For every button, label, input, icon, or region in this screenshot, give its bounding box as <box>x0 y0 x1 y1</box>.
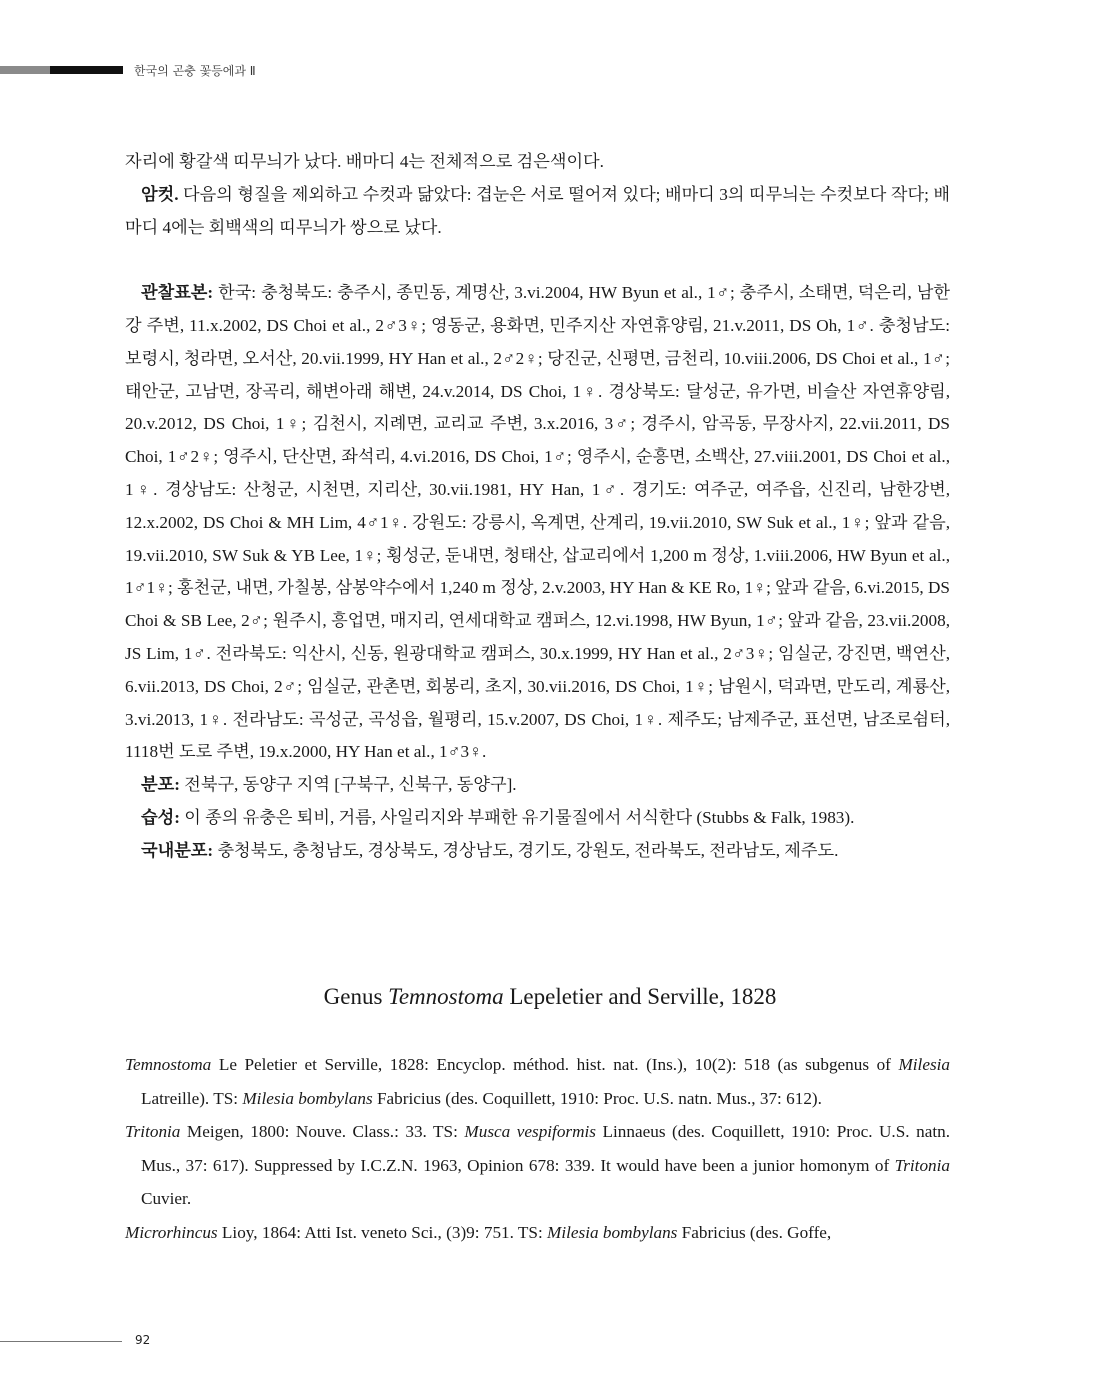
footer-rule <box>0 1341 122 1342</box>
synonym-genus-ref: Milesia <box>898 1055 951 1074</box>
synonym-list <box>125 1048 950 1249</box>
synonym-citation: Linnaeus (des. Coquillett, 1910: Proc. U.S. natn. Mus., 37: 617). Suppressed by I.C.Z.N. 1963, Opinion 678: 339. It would have been a junior homonym of <box>141 1122 950 1175</box>
genus-authority: Lepeletier and Serville, 1828 <box>509 984 777 1009</box>
header-bar-gray <box>0 66 50 74</box>
distribution-section <box>125 769 950 802</box>
synonym-genus-ref: Tritonia <box>894 1155 950 1175</box>
specimens-text: 한국: 충청북도: 충주시, 종민동, 계명산, 3.vi.2004, HW Byun et al., 1♂; 충주시, 소태면, 덕은리, 남한강 주변, 11.x.2002, DS Choi et al., 2♂3♀; 영동군, 용화면, 민주지산 자연휴양림, 21.v.2011, DS Oh, 1♂. 충청남도: 보령시, 청라면, 오서산, 20.vii.1999, HY Han et al., 2♂2♀; 당진군, 신평면, 금천리, 10.viii.2006, DS Choi et al., 1♂; 태안군, 고남면, 장곡리, 해변아래 해변, 24.v.2014, DS Choi, 1♀. 경상북도: 달성군, 유가면, 비슬산 자연휴양림, 20.v.2012, DS Choi, 1♀; 김천시, 지례면, 교리교 주변, 3.x.2016, 3♂; 경주시, 암곡동, 무장사지, 22.vii.2011, DS Choi, 1♂2♀; 영주시, 단산면, 좌석리, 4.vi.2016, DS Choi, 1♂; 영주시, 순흥면, 소백산, 27.viii.2001, DS Choi et al., 1♀. 경상남도: 산청군, 시천면, 지리산, 30.vii.1981, HY Han, 1♂. 경기도: 여주군, 여주읍, 신진리, 남한강변, 12.x.2002, DS Choi & MH Lim, 4♂1♀. 강원도: 강릉시, 옥계면, 산계리, 19.vii.2010, SW Suk et al., 1♀; 앞과 같음, 19.vii.2010, SW Suk & YB Lee, 1♀; 횡성군, 둔내면, 청태산, 삽교리에서 1,200 m 정상, 1.viii.2006, HW Byun et al., 1♂1♀; 홍천군, 내면, 가칠봉, 삼봉약수에서 1,240 m 정상, 2.v.2003, HY Han & KE Ro, 1♀; 앞과 같음, 6.vi.2015, DS Choi & SB Lee, 2♂; 원주시, 흥업면, 매지리, 연세대학교 캠퍼스, 12.vi.1998, HW Byun, 1♂; 앞과 같음, 23.vii.2008, JS Lim, 1♂. 전라북도: 익산시, 신동, 원광대학교 캠퍼스, 30.x.1999, HY Han et al., 2♂3♀; 임실군, 강진면, 백연산, 6.vii.2013, DS Choi, 2♂; 임실군, 관촌면, 회봉리, 초지, 30.vii.2016, DS Choi, 1♀; 남원시, 덕과면, 만도리, 계룡산, 3.vi.2013, 1♀. 전라남도: 곡성군, 곡성읍, 월평리, 15.v.2007, DS Choi, 1♀. 제주도; 남제주군, 표선면, 남조로쉼터, 1118번 도로 주변, 19.x.2000, HY Han et al., 1♂3♀. <box>125 283 951 762</box>
type-species: Musca vespiformis <box>464 1122 596 1141</box>
distribution-text: 전북구, 동양구 지역 [구북구, 신북구, 동양구]. <box>184 775 517 795</box>
korean-distribution-section <box>125 835 950 868</box>
synonym-citation: Fabricius (des. Coquillett, 1910: Proc. U.S. natn. Mus., 37: 612). <box>376 1088 822 1108</box>
habit-label: 습성: <box>141 807 180 827</box>
synonym-citation: Le Peletier et Serville, 1828: Encyclop. méthod. hist. nat. (Ins.), 10(2): 518 (as subgenus of <box>218 1055 891 1074</box>
specimens-section <box>125 277 950 769</box>
running-title: 한국의 곤충 꽃등에과 Ⅱ <box>134 64 256 78</box>
synonym-citation: Lioy, 1864: Atti Ist. veneto Sci., (3)9: 751. TS: <box>221 1222 543 1242</box>
synonym-citation: Latreille). TS: <box>141 1088 239 1108</box>
female-description <box>125 179 950 245</box>
female-text: 다음의 형질을 제외하고 수컷과 닮았다: 겹눈은 서로 떨어져 있다; 배마디 3의 띠무늬는 수컷보다 작다; 배마디 4에는 회백색의 띠무늬가 쌍으로 났다. <box>125 184 951 237</box>
page-number: 92 <box>135 1333 151 1347</box>
female-label: 암컷. <box>141 184 179 204</box>
synonym-citation: Fabricius (des. Goffe, <box>681 1222 832 1242</box>
genus-name: Temnostoma <box>388 984 504 1009</box>
description-continued: 자리에 황갈색 띠무늬가 났다. 배마디 4는 전체적으로 검은색이다. <box>125 152 604 171</box>
type-species: Milesia bombylans <box>242 1088 373 1108</box>
synonym-name: Tritonia <box>125 1122 181 1141</box>
paragraph-gap <box>125 244 950 277</box>
synonym-entry <box>125 1048 950 1115</box>
korean-distribution-label: 국내분포: <box>141 840 214 860</box>
habit-text: 이 종의 유충은 퇴비, 거름, 사일리지와 부패한 유기물질에서 서식한다 (Stubbs & Falk, 1983). <box>184 807 855 827</box>
genus-heading <box>0 984 1100 1010</box>
synonym-name: Microrhincus <box>125 1222 218 1242</box>
specimens-label: 관찰표본: <box>141 283 214 303</box>
korean-distribution-text: 충청북도, 충청남도, 경상북도, 경상남도, 경기도, 강원도, 전라북도, 전라남도, 제주도. <box>217 840 839 860</box>
habit-section <box>125 802 950 835</box>
synonym-entry <box>125 1216 950 1250</box>
species-description-body <box>125 146 950 868</box>
synonym-citation: Cuvier. <box>141 1189 192 1208</box>
synonym-citation: Meigen, 1800: Nouve. Class.: 33. TS: <box>186 1122 458 1141</box>
header-bar-black <box>50 66 123 74</box>
synonym-name: Temnostoma <box>125 1055 212 1074</box>
genus-prefix: Genus <box>323 984 383 1009</box>
type-species: Milesia bombylans <box>547 1222 678 1242</box>
distribution-label: 분포: <box>141 775 180 795</box>
synonym-entry <box>125 1115 950 1216</box>
